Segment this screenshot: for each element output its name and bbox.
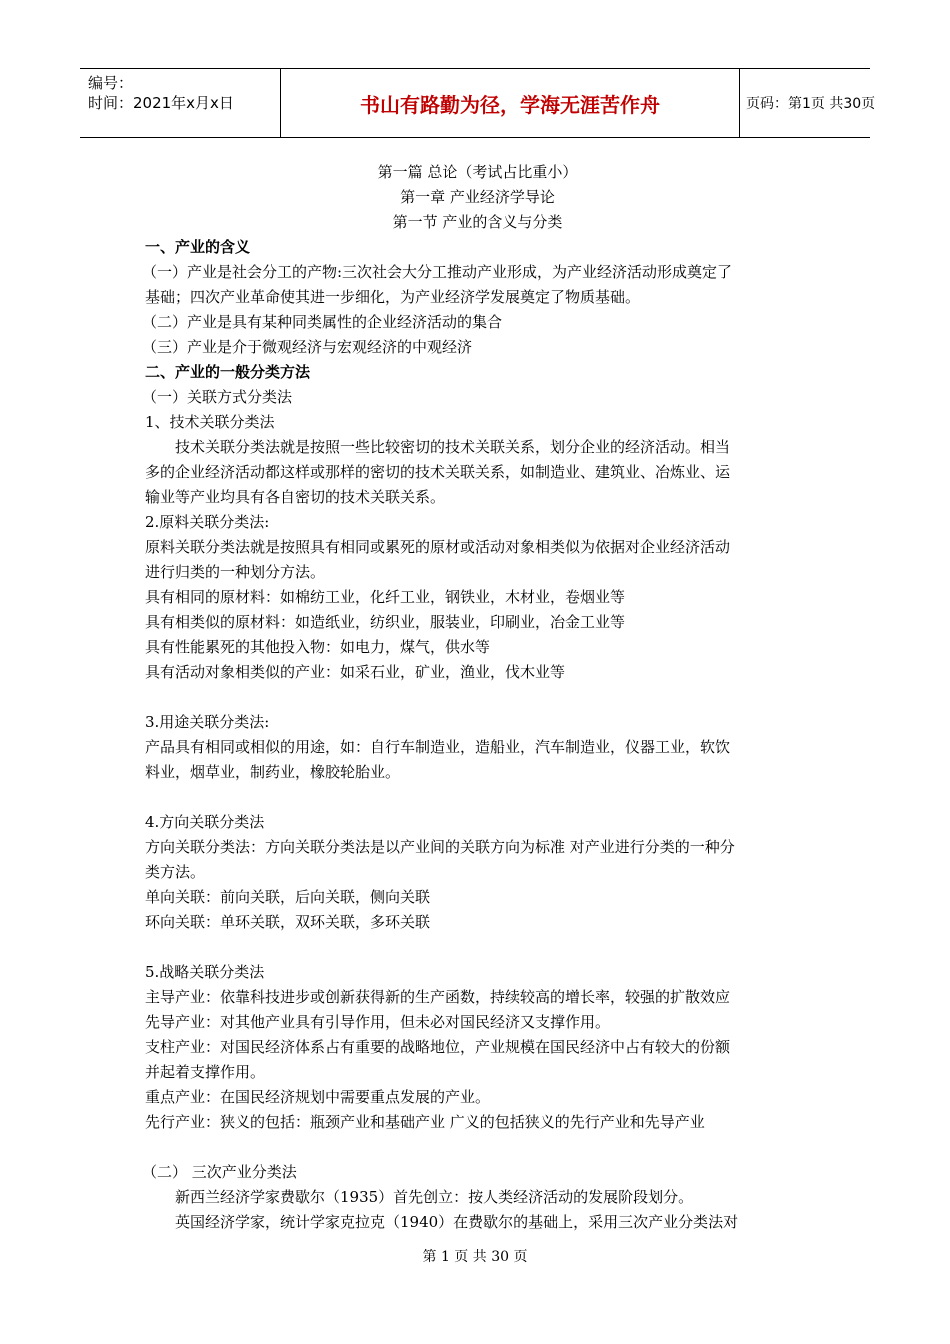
subheading-line: 4.方向关联分类法 xyxy=(145,813,265,831)
paragraph-line: 环向关联：单环关联，双环关联，多环关联 xyxy=(145,913,431,931)
heading-industry-meaning: 一、产业的含义 xyxy=(145,238,251,256)
blank-line xyxy=(145,935,810,960)
paragraph-line: 料业，烟草业，制药业，橡胶轮胎业。 xyxy=(145,763,401,781)
paragraph-line: 多的企业经济活动都这样或那样的密切的技术关联关系，如制造业、建筑业、冶炼业、运 xyxy=(145,463,731,481)
document-date-label: 时间：2021年x月x日 xyxy=(88,94,234,112)
paragraph-line: 技术关联分类法就是按照一些比较密切的技术关联关系，划分企业的经济活动。相当 xyxy=(175,438,731,456)
document-number-label: 编号： xyxy=(88,74,134,92)
subheading-line: 3.用途关联分类法: xyxy=(145,713,270,731)
section-title: 第一节 产业的含义与分类 xyxy=(392,213,563,231)
subheading-line: 5.战略关联分类法 xyxy=(145,963,265,981)
page-footer: 第 1 页 共 30 页 xyxy=(422,1249,528,1265)
subheading-line: （二） 三次产业分类法 xyxy=(142,1163,297,1181)
header-right-cell xyxy=(738,69,878,137)
part-title: 第一篇 总论（考试占比重小） xyxy=(377,163,578,181)
blank-line xyxy=(145,785,810,810)
subheading-line: （一）关联方式分类法 xyxy=(142,388,293,406)
paragraph-line: 英国经济学家，统计学家克拉克（1940）在费歇尔的基础上，采用三次产业分类法对 xyxy=(175,1213,739,1231)
paragraph-line: 支柱产业：对国民经济体系占有重要的战略地位，产业规模在国民经济中占有较大的份额 xyxy=(145,1038,731,1056)
paragraph-line: 单向关联：前向关联，后向关联，侧向关联 xyxy=(145,888,431,906)
paragraph-line: 具有性能累死的其他投入物：如电力，煤气，供水等 xyxy=(145,638,491,656)
paragraph-line: 原料关联分类法就是按照具有相同或累死的原材或活动对象相类似为依据对企业经济活动 xyxy=(145,538,731,556)
paragraph-line: 类方法。 xyxy=(145,863,206,881)
document-body xyxy=(142,160,810,1235)
header-page-info: 页码：第1页 共30页 xyxy=(746,96,876,112)
blank-line xyxy=(145,685,810,710)
paragraph-line: 先导产业：对其他产业具有引导作用，但未必对国民经济又支撑作用。 xyxy=(145,1013,611,1031)
paragraph-line: （三）产业是介于微观经济与宏观经济的中观经济 xyxy=(142,338,473,356)
paragraph-line: 输业等产业均具有各自密切的技术关联关系。 xyxy=(145,488,446,506)
paragraph-line: （一）产业是社会分工的产物:三次社会大分工推动产业形成，为产业经济活动形成奠定了 xyxy=(142,263,733,281)
motto-text: 书山有路勤为径，学海无涯苦作舟 xyxy=(360,92,660,117)
paragraph-line: 具有活动对象相类似的产业：如采石业，矿业，渔业，伐木业等 xyxy=(145,663,566,681)
subheading-line: 2.原料关联分类法: xyxy=(145,513,270,531)
chapter-title: 第一章 产业经济学导论 xyxy=(400,188,555,206)
paragraph-line: 新西兰经济学家费歇尔（1935）首先创立：按人类经济活动的发展阶段划分。 xyxy=(175,1188,694,1206)
paragraph-line: 主导产业：依靠科技进步或创新获得新的生产函数，持续较高的增长率，较强的扩散效应 xyxy=(145,988,731,1006)
blank-line xyxy=(145,1135,810,1160)
paragraph-line: 进行归类的一种划分方法。 xyxy=(145,563,326,581)
paragraph-line: （二）产业是具有某种同类属性的企业经济活动的集合 xyxy=(142,313,503,331)
paragraph-line: 方向关联分类法：方向关联分类法是以产业间的关联方向为标准 对产业进行分类的一种分 xyxy=(145,838,735,856)
paragraph-line: 基础；四次产业革命使其进一步细化，为产业经济学发展奠定了物质基础。 xyxy=(145,288,641,306)
paragraph-line: 重点产业：在国民经济规划中需要重点发展的产业。 xyxy=(145,1088,491,1106)
header-left-cell xyxy=(80,69,280,137)
header-motto-cell xyxy=(280,69,740,137)
paragraph-line: 产品具有相同或相似的用途，如：自行车制造业，造船业，汽车制造业，仪器工业，软饮 xyxy=(145,738,731,756)
paragraph-line: 先行产业：狭义的包括：瓶颈产业和基础产业 广义的包括狭义的先行产业和先导产业 xyxy=(145,1113,705,1131)
paragraph-line: 并起着支撑作用。 xyxy=(145,1063,266,1081)
paragraph-line: 具有相类似的原材料：如造纸业，纺织业，服装业，印刷业，冶金工业等 xyxy=(145,613,626,631)
paragraph-line: 具有相同的原材料：如棉纺工业，化纤工业，钢铁业，木材业，卷烟业等 xyxy=(145,588,626,606)
heading-classification-methods: 二、产业的一般分类方法 xyxy=(145,363,311,381)
subheading-line: 1、技术关联分类法 xyxy=(145,413,275,431)
page-header xyxy=(80,68,876,138)
